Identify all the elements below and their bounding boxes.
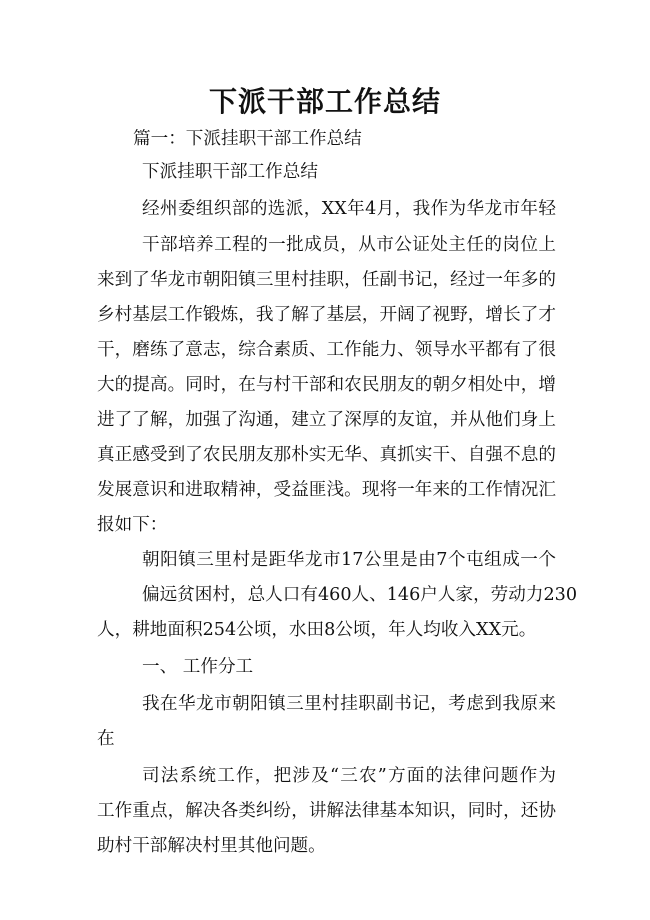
paragraph-line: 工作重点，解决各类纠纷，讲解法律基本知识，同时，还协 <box>97 801 556 821</box>
section-heading: 篇一：下派挂职干部工作总结 <box>133 129 362 149</box>
paragraph-line: 报如下： <box>97 515 168 535</box>
section-heading: 一、 工作分工 <box>142 657 254 677</box>
document-title: 下派干部工作总结 <box>208 85 441 118</box>
paragraph-line: 来到了华龙市朝阳镇三里村挂职，任副书记，经过一年多的 <box>97 270 556 290</box>
subtitle: 下派挂职干部工作总结 <box>142 162 318 182</box>
paragraph-line: 助村干部解决村里其他问题。 <box>97 836 326 856</box>
paragraph-line: 发展意识和进取精神，受益匪浅。现将一年来的工作情况汇 <box>97 480 556 500</box>
paragraph-line: 进了了解，加强了沟通，建立了深厚的友谊，并从他们身上 <box>97 410 556 430</box>
paragraph-line: 大的提高。同时，在与村干部和农民朋友的朝夕相处中，增 <box>97 375 556 395</box>
paragraph-line: 在 <box>97 729 115 749</box>
paragraph-line: 偏远贫困村，总人口有460人、146户人家，劳动力230 <box>142 585 578 605</box>
paragraph-line: 真正感受到了农民朋友那朴实无华、真抓实干、自强不息的 <box>97 445 556 465</box>
paragraph-line: 干部培养工程的一批成员，从市公证处主任的岗位上 <box>142 235 556 255</box>
paragraph-line: 朝阳镇三里村是距华龙市17公里是由7个屯组成一个 <box>142 550 556 570</box>
paragraph-line: 人，耕地面积254公顷，水田8公顷，年人均收入XX元。 <box>97 620 537 640</box>
paragraph-line: 干，磨练了意志，综合素质、工作能力、领导水平都有了很 <box>97 340 556 360</box>
paragraph-line: 司法系统工作，把涉及“三农”方面的法律问题作为 <box>142 766 556 786</box>
paragraph-line: 乡村基层工作锻炼，我了解了基层，开阔了视野，增长了才 <box>97 305 556 325</box>
paragraph-line: 我在华龙市朝阳镇三里村挂职副书记，考虑到我原来 <box>142 694 556 714</box>
paragraph-line: 经州委组织部的选派，XX年4月，我作为华龙市年轻 <box>142 199 556 219</box>
